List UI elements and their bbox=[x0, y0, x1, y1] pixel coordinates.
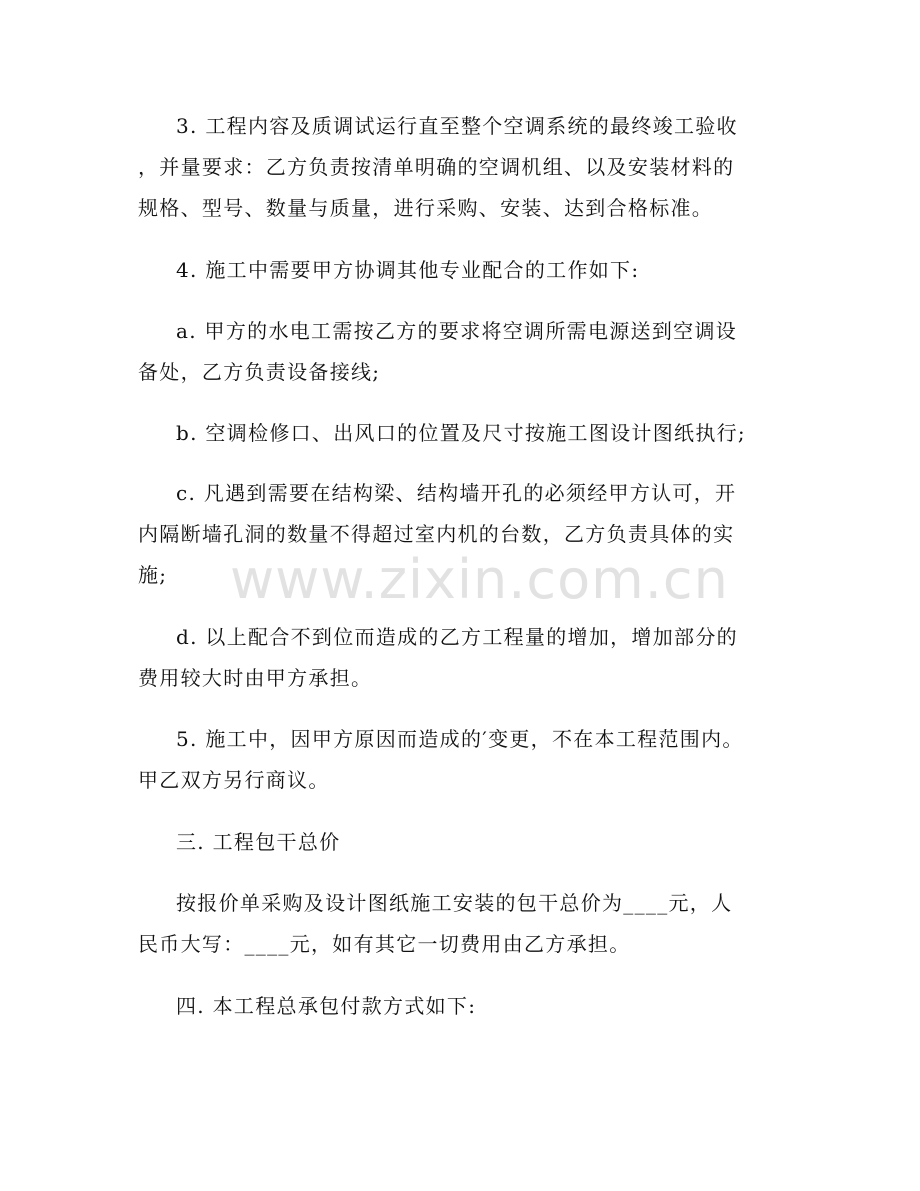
text-line: 费用较大时由甲方承担。 bbox=[138, 666, 373, 690]
text-line: a. 甲方的水电工需按乙方的要求将空调所需电源送到空调设 bbox=[176, 319, 738, 343]
paragraph-a-power-supply bbox=[138, 311, 788, 393]
text-line: ，并量要求：乙方负责按清单明确的空调机组、以及安装材料的 bbox=[138, 155, 735, 179]
section-heading-3-total-price bbox=[138, 822, 788, 863]
paragraph-4-coordination bbox=[138, 250, 788, 291]
paragraph-lump-sum-price bbox=[138, 883, 788, 965]
text-line: 5. 施工中，因甲方原因而造成的′变更，不在本工程范围内。 bbox=[176, 727, 744, 751]
section-heading-4-payment bbox=[138, 986, 788, 1027]
text-line: c. 凡遇到需要在结构梁、结构墙开孔的必须经甲方认可，开 bbox=[176, 481, 737, 505]
paragraph-5-changes bbox=[138, 719, 788, 801]
watermark-text: www.zixin.com.cn bbox=[230, 548, 729, 611]
text-line: 内隔断墙孔洞的数量不得超过室内机的台数，乙方负责具体的实 bbox=[138, 522, 735, 546]
text-line: b. 空调检修口、出风口的位置及尺寸按施工图设计图纸执行; bbox=[176, 421, 746, 445]
paragraph-3-scope-quality bbox=[138, 106, 788, 229]
section-heading: 三. 工程包干总价 bbox=[176, 830, 341, 854]
paragraph-b-access-outlet bbox=[138, 413, 788, 454]
paragraph-d-extra-cost bbox=[138, 617, 788, 699]
text-line: d. 以上配合不到位而造成的乙方工程量的增加，增加部分的 bbox=[176, 625, 738, 649]
text-line: 3. 工程内容及质调试运行直至整个空调系统的最终竣工验收 bbox=[176, 114, 738, 138]
paragraph-c-openings bbox=[138, 473, 788, 596]
text-line: 施; bbox=[138, 563, 168, 587]
text-line: 按报价单采购及设计图纸施工安装的包干总价为____元，人 bbox=[176, 891, 733, 915]
text-line: 民币大写：____元，如有其它一切费用由乙方承担。 bbox=[138, 932, 631, 956]
text-line: 4. 施工中需要甲方协调其他专业配合的工作如下: bbox=[176, 258, 640, 282]
text-line: 备处，乙方负责设备接线; bbox=[138, 360, 381, 384]
text-line: 规格、型号、数量与质量，进行采购、安装、达到合格标准。 bbox=[138, 196, 714, 220]
text-line: 甲乙双方另行商议。 bbox=[138, 768, 330, 792]
section-heading: 四. 本工程总承包付款方式如下: bbox=[176, 994, 477, 1018]
